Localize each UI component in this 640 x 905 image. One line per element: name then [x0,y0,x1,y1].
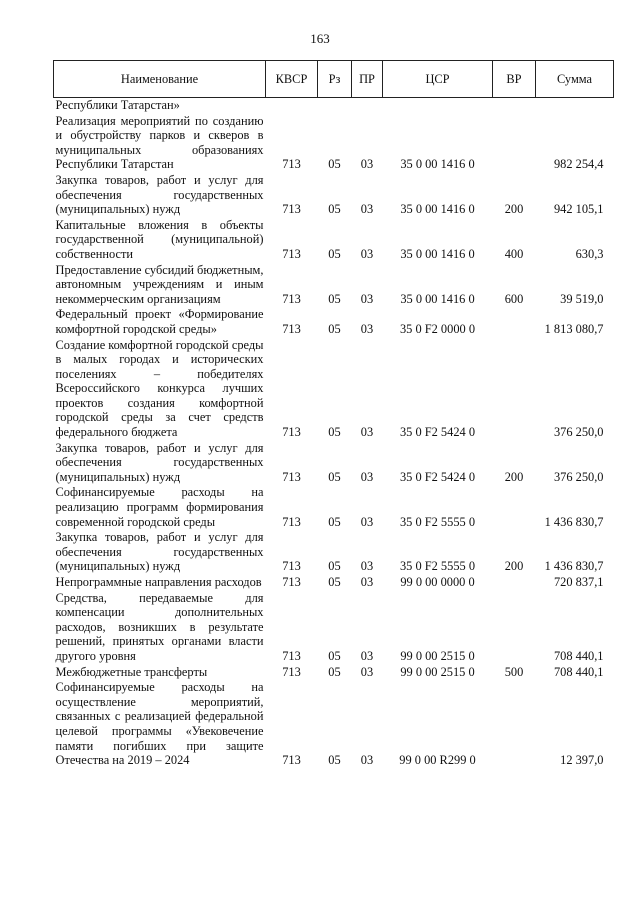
cell-rz: 05 [328,469,341,484]
cell-csr: 99 0 00 R299 0 [399,753,476,768]
cell-name: Реализация мероприятий по созданию и обустройству парков и скверов в муниципальных образованиях Республики Татарстан [55,113,264,172]
cell-name: Капитальные вложения в объекты государственной (муниципальной) собственности [55,217,264,261]
cell-sum: 982 254,4 [553,157,604,172]
cell-pr [352,98,383,114]
table-row [54,591,614,665]
cell-vr [493,485,536,530]
cell-pr: 03 [360,469,374,484]
cell-csr [383,98,493,114]
cell-kvsr: 713 [282,291,301,306]
page-number: 163 [310,31,330,46]
cell-rz: 05 [328,514,341,529]
cell-pr: 03 [360,157,374,172]
cell-rz: 05 [328,575,341,589]
cell-vr [493,575,536,591]
cell-rz: 05 [328,648,341,663]
cell-sum: 720 837,1 [553,575,604,589]
cell-pr: 03 [360,575,374,589]
cell-pr: 03 [360,648,374,663]
cell-rz: 05 [328,291,341,306]
cell-name: Софинансируемые расходы на осуществление мероприятий, связанных с реализацией федеральной целевой программы «Увековечение памяти погибших при защите Отечества на 2019 – 2024 [55,680,264,768]
cell-kvsr: 713 [282,648,301,663]
cell-vr: 200 [504,469,524,484]
cell-sum: 942 105,1 [553,202,604,217]
cell-pr: 03 [360,753,374,768]
table-row [54,98,614,114]
cell-rz [318,98,352,114]
cell-name: Закупка товаров, работ и услуг для обеспечения государственных (муниципальных) нужд [55,440,264,484]
cell-sum: 630,3 [575,246,604,261]
cell-kvsr: 713 [282,157,301,172]
header-rz: Рз [318,61,352,98]
table-row [54,530,614,575]
table-row [54,665,614,681]
table-row [54,114,614,173]
cell-name: Федеральный проект «Формирование комфортной городской среды» [55,307,264,336]
cell-rz: 05 [328,157,341,172]
header-vr: ВР [493,61,536,98]
table-row [54,680,614,769]
table-row [54,218,614,263]
cell-sum: 708 440,1 [553,664,604,679]
cell-sum: 1 436 830,7 [544,559,604,574]
cell-name: Республики Татарстан» [55,98,180,112]
cell-rz: 05 [328,559,341,574]
table-row [54,307,614,337]
cell-csr: 35 0 F2 5424 0 [399,469,476,484]
cell-sum: 1 813 080,7 [544,321,604,336]
cell-kvsr: 713 [282,559,301,574]
cell-vr: 400 [504,246,524,261]
cell-vr: 500 [504,664,524,679]
header-kvsr: КВСР [266,61,318,98]
cell-kvsr: 713 [282,753,301,768]
cell-rz: 05 [328,202,341,217]
cell-vr: 600 [504,291,524,306]
cell-pr: 03 [360,202,374,217]
cell-pr: 03 [360,425,374,440]
cell-pr: 03 [360,559,374,574]
cell-vr [493,338,536,441]
cell-pr: 03 [360,246,374,261]
cell-sum: 376 250,0 [553,425,604,440]
cell-kvsr [266,98,318,114]
cell-csr: 99 0 00 2515 0 [400,648,475,663]
cell-csr: 35 0 F2 5555 0 [399,559,476,574]
cell-kvsr: 713 [282,202,301,217]
cell-pr: 03 [360,321,374,336]
cell-rz: 05 [328,321,341,336]
cell-csr: 35 0 00 1416 0 [400,202,475,217]
cell-csr: 35 0 00 1416 0 [400,246,475,261]
cell-kvsr: 713 [282,514,301,529]
cell-vr [493,591,536,665]
cell-vr [493,307,536,337]
cell-vr [493,680,536,769]
cell-rz: 05 [328,246,341,261]
cell-name: Средства, передаваемые для компенсации дополнительных расходов, возникших в результате решений, принятых органами власти другого уровня [55,590,264,663]
cell-pr: 03 [360,291,374,306]
header-sum: Сумма [536,61,614,98]
cell-sum: 1 436 830,7 [544,514,604,529]
cell-sum: 39 519,0 [560,291,604,306]
cell-name: Софинансируемые расходы на реализацию программ формирования современной городской среды [55,485,264,529]
cell-rz: 05 [328,425,341,440]
cell-vr [493,114,536,173]
cell-csr: 35 0 F2 0000 0 [399,321,476,336]
cell-sum: 376 250,0 [553,469,604,484]
cell-name: Межбюджетные трансферты [55,664,208,679]
cell-name: Закупка товаров, работ и услуг для обеспечения государственных (муниципальных) нужд [55,530,264,574]
cell-kvsr: 713 [282,425,301,440]
cell-pr: 03 [360,514,374,529]
cell-rz: 05 [328,753,341,768]
cell-rz: 05 [328,664,341,679]
cell-kvsr: 713 [282,664,301,679]
budget-table [53,60,614,769]
cell-name: Непрограммные направления расходов [55,575,262,589]
table-header-row [54,61,614,98]
table-row [54,173,614,218]
cell-pr: 03 [360,664,374,679]
cell-kvsr: 713 [282,246,301,261]
cell-vr: 200 [504,559,524,574]
cell-sum: 12 397,0 [560,753,604,768]
header-name: Наименование [54,61,266,98]
cell-sum: 708 440,1 [553,648,604,663]
cell-name: Создание комфортной городской среды в малых городах и исторических поселениях – победителях Всероссийского конкурса лучших проектов создания комфортной городской среды за счет средств федерального бюджета [55,337,264,440]
table-row [54,485,614,530]
cell-kvsr: 713 [282,575,301,589]
cell-name: Предоставление субсидий бюджетным, автономным учреждениям и иным некоммерческим организациям [55,262,264,306]
cell-kvsr: 713 [282,469,301,484]
table-row [54,263,614,308]
cell-csr: 35 0 00 1416 0 [400,157,475,172]
header-pr: ПР [352,61,383,98]
table-row [54,441,614,486]
cell-vr: 200 [504,202,524,217]
cell-sum [536,98,614,114]
cell-vr [493,98,536,114]
cell-name: Закупка товаров, работ и услуг для обеспечения государственных (муниципальных) нужд [55,172,264,217]
cell-csr: 99 0 00 0000 0 [400,575,475,589]
cell-csr: 35 0 F2 5555 0 [399,514,476,529]
cell-csr: 99 0 00 2515 0 [400,664,475,679]
cell-kvsr: 713 [282,321,301,336]
table-row [54,338,614,441]
cell-csr: 35 0 00 1416 0 [400,291,475,306]
table-row [54,575,614,591]
cell-csr: 35 0 F2 5424 0 [399,425,476,440]
header-csr: ЦСР [383,61,493,98]
